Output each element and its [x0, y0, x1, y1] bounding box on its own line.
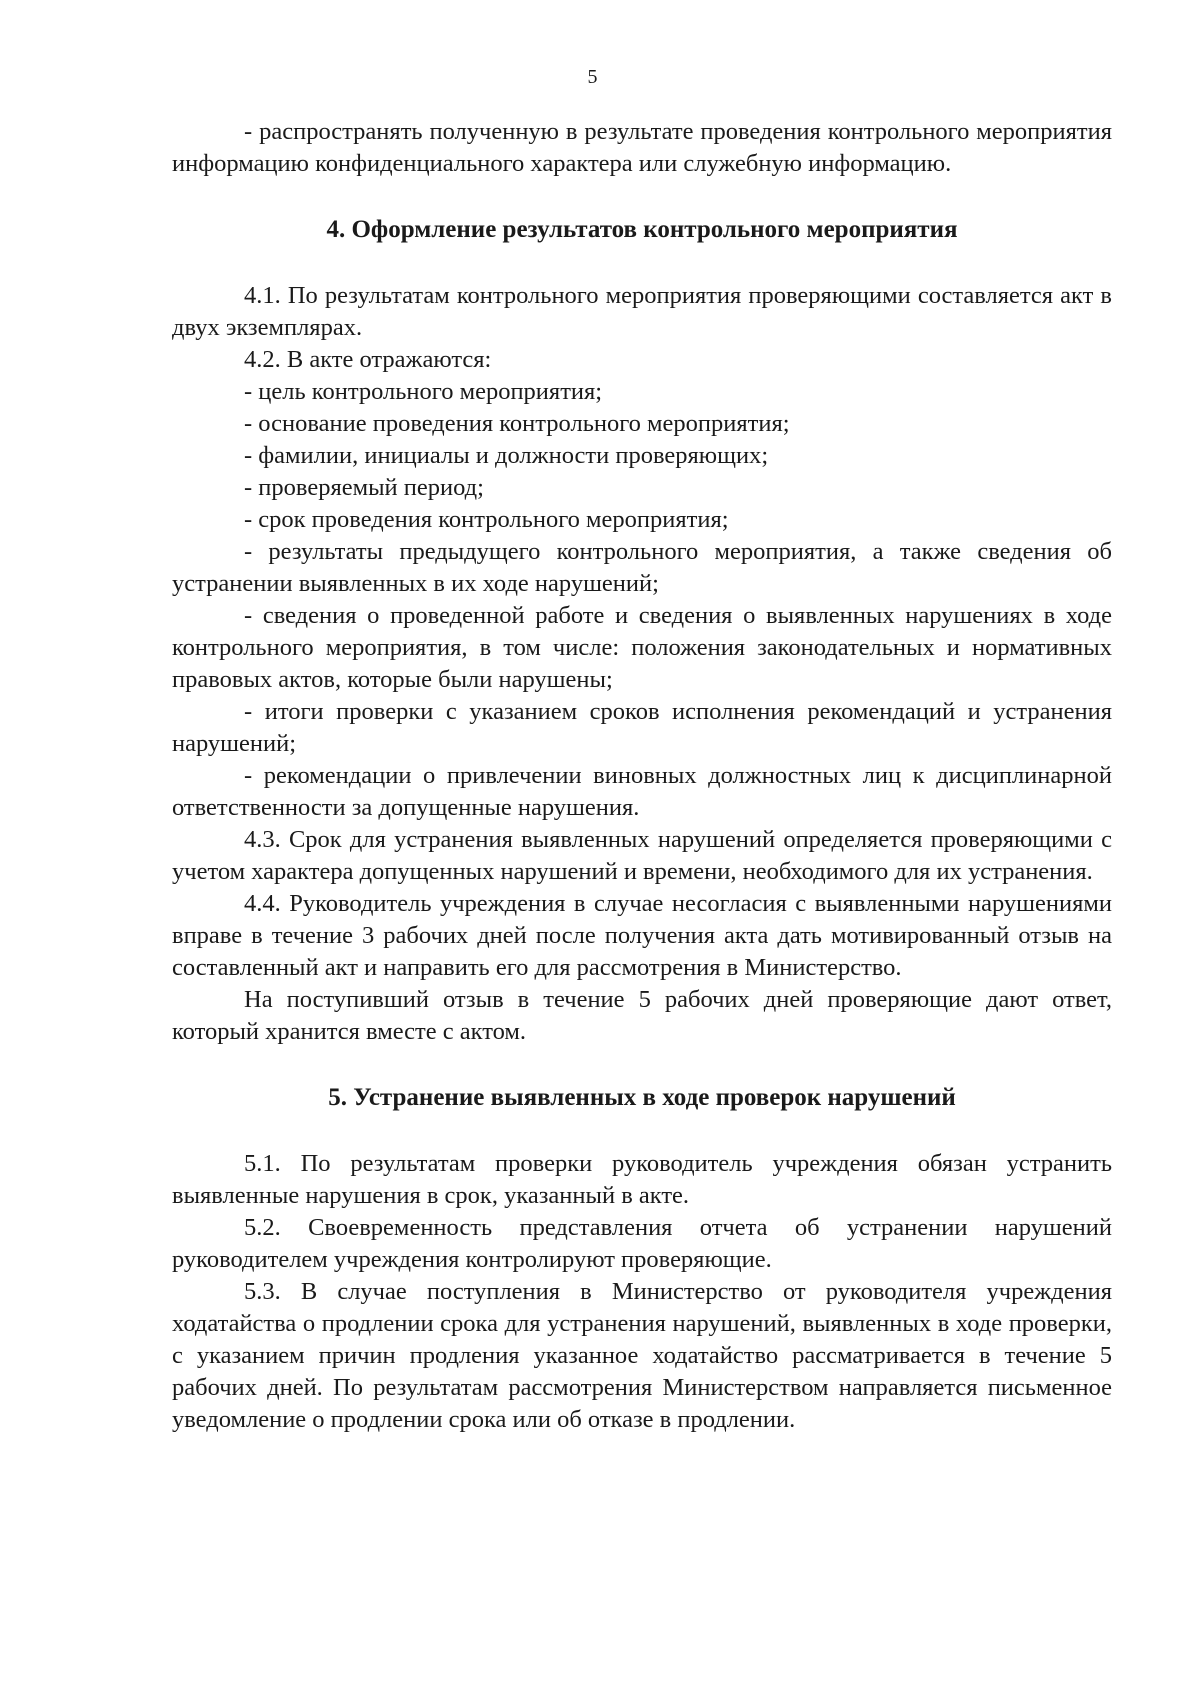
section-4-heading: 4. Оформление результатов контрольного мероприятия [326, 216, 958, 243]
section-4-body [172, 280, 1112, 1048]
paragraph-4-4-response: На поступивший отзыв в течение 5 рабочих дней проверяющие дают ответ, который хранится вместе с актом. [172, 986, 1112, 1045]
section-5-body [172, 1148, 1112, 1436]
list-item: - рекомендации о привлечении виновных должностных лиц к дисциплинарной ответственности за допущенные нарушения. [172, 762, 1112, 821]
intro-paragraph: - распространять полученную в результате проведения контрольного мероприятия информацию конфиденциального характера или служебную информацию. [172, 118, 1112, 177]
list-item: - основание проведения контрольного мероприятия; [244, 410, 790, 437]
paragraph-4-3: 4.3. Срок для устранения выявленных нарушений определяется проверяющими с учетом характера допущенных нарушений и времени, необходимого для их устранения. [172, 826, 1112, 885]
paragraph-5-2: 5.2. Своевременность представления отчета об устранении нарушений руководителем учреждения контролируют проверяющие. [172, 1214, 1112, 1273]
list-item: - цель контрольного мероприятия; [244, 378, 603, 405]
list-item: - сведения о проведенной работе и сведения о выявленных нарушениях в ходе контрольного мероприятия, в том числе: положения законодательных и нормативных правовых актов, которые были нарушены; [172, 602, 1112, 693]
paragraph-4-2: 4.2. В акте отражаются: [244, 346, 492, 373]
list-item: - результаты предыдущего контрольного мероприятия, а также сведения об устранении выявленных в их ходе нарушений; [172, 538, 1112, 597]
paragraph-5-3: 5.3. В случае поступления в Министерство от руководителя учреждения ходатайства о продлении срока для устранения нарушений, выявленных в ходе проверки, с указанием причин продления указанное ходатайство рассматривается в течение 5 рабочих дней. По результатам рассмотрения Министерством направляется письменное уведомление о продлении срока или об отказе в продлении. [172, 1278, 1112, 1433]
page-number: 5 [587, 66, 598, 88]
paragraph-4-1: 4.1. По результатам контрольного мероприятия проверяющими составляется акт в двух экземплярах. [172, 282, 1112, 341]
list-item: - срок проведения контрольного мероприятия; [244, 506, 729, 533]
list-item: - фамилии, инициалы и должности проверяющих; [244, 442, 769, 469]
list-item: - итоги проверки с указанием сроков исполнения рекомендаций и устранения нарушений; [172, 698, 1112, 757]
document-body [172, 116, 1112, 1436]
list-item: - проверяемый период; [244, 474, 484, 501]
paragraph-4-4: 4.4. Руководитель учреждения в случае несогласия с выявленными нарушениями вправе в течение 3 рабочих дней после получения акта дать мотивированный отзыв на составленный акт и направить его для рассмотрения в Министерство. [172, 890, 1112, 981]
paragraph-5-1: 5.1. По результатам проверки руководитель учреждения обязан устранить выявленные нарушения в срок, указанный в акте. [172, 1150, 1112, 1209]
section-5-heading: 5. Устранение выявленных в ходе проверок нарушений [328, 1084, 956, 1111]
